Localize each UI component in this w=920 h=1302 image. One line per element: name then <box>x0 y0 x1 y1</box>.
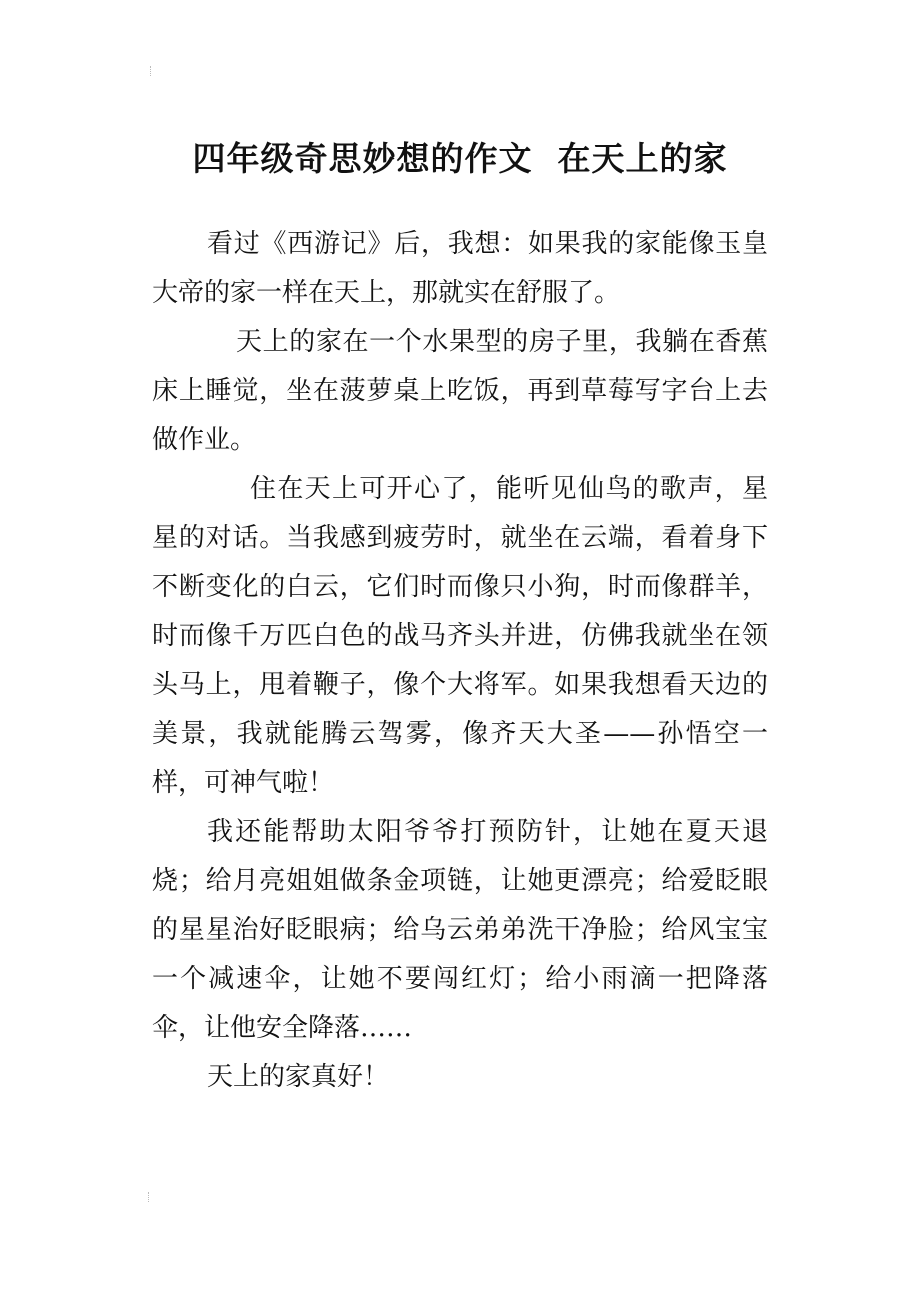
page-corner-mark-top <box>150 66 157 76</box>
paragraph-1: 看过《西游记》后，我想：如果我的家能像玉皇大帝的家一样在天上，那就实在舒服了。 <box>152 229 768 308</box>
document-body <box>152 220 768 1102</box>
paragraph-5: 天上的家真好！ <box>207 1062 390 1092</box>
document-title: 四年级奇思妙想的作文 在天上的家 <box>192 139 728 179</box>
page-corner-mark-bottom <box>148 1192 155 1202</box>
paragraph-4: 我还能帮助太阳爷爷打预防针，让她在夏天退烧；给月亮姐姐做条金项链，让她更漂亮；给爱眨眼的星星治好眨眼病；给乌云弟弟洗干净脸；给风宝宝一个减速伞，让她不要闯红灯；给小雨滴一把降落伞，让他安全降落…… <box>152 817 768 1043</box>
paragraph-3: 住在天上可开心了，能听见仙鸟的歌声，星星的对话。当我感到疲劳时，就坐在云端，看着身下不断变化的白云，它们时而像只小狗，时而像群羊，时而像千万匹白色的战马齐头并进，仿佛我就坐在领头马上，甩着鞭子，像个大将军。如果我想看天边的美景，我就能腾云驾雾，像齐天大圣——孙悟空一样，可神气啦！ <box>152 474 768 798</box>
paragraph-2: 天上的家在一个水果型的房子里，我躺在香蕉床上睡觉，坐在菠萝桌上吃饭，再到草莓写字台上去做作业。 <box>152 327 768 455</box>
